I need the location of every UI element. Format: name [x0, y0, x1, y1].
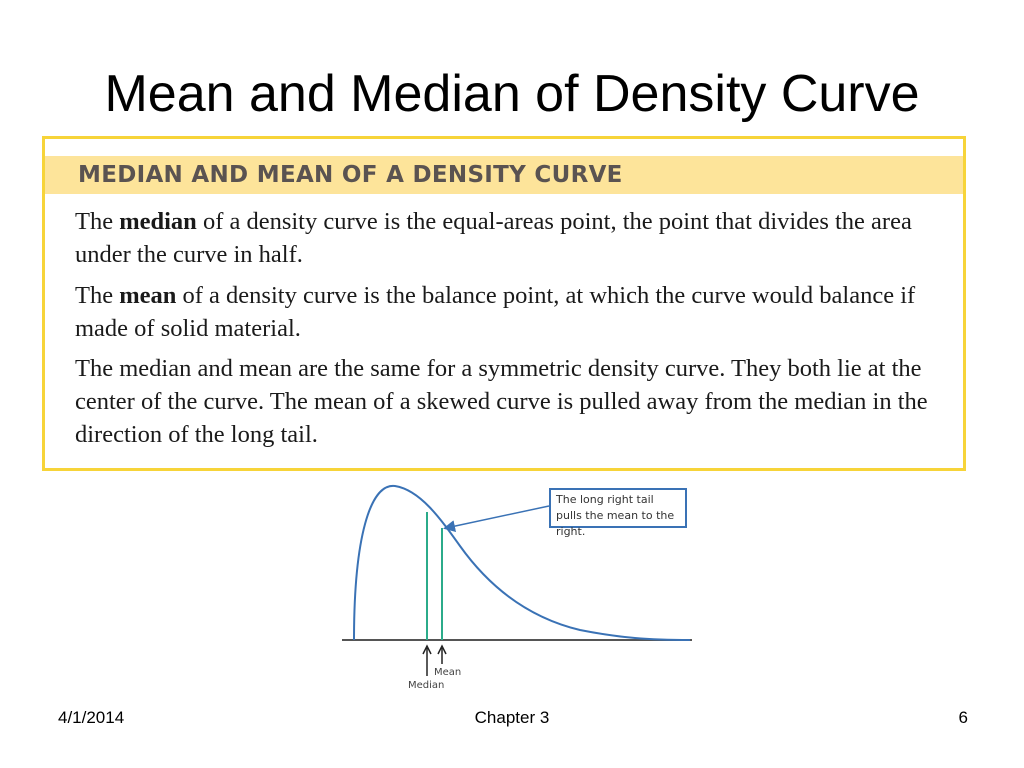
median-definition-pre: The — [75, 208, 120, 235]
tail-callout: The long right tail pulls the mean to the right. — [549, 488, 687, 528]
mean-arrow — [438, 646, 446, 664]
median-definition — [75, 205, 955, 271]
mean-definition — [75, 279, 955, 345]
definition-box-heading: MEDIAN AND MEAN OF A DENSITY CURVE — [78, 162, 623, 188]
mean-term: mean — [119, 282, 177, 309]
footer-chapter: Chapter 3 — [474, 708, 550, 727]
callout-arrow — [446, 506, 549, 528]
definition-box-header — [45, 156, 963, 194]
slide-title: Mean and Median of Density Curve — [104, 65, 920, 123]
skewed-density-figure — [330, 478, 710, 698]
definition-box — [42, 136, 966, 471]
median-term: median — [119, 208, 197, 235]
mean-definition-pre: The — [75, 282, 120, 309]
median-definition-post: of a density curve is the equal-areas point, the point that divides the area under the curve in half. — [75, 208, 912, 268]
footer-page-number: 6 — [958, 708, 968, 727]
median-label: Median — [408, 680, 445, 691]
median-arrow — [423, 646, 431, 676]
footer-date: 4/1/2014 — [58, 708, 125, 727]
symmetry-note: The median and mean are the same for a symmetric density curve. They both lie at the center of the curve. The mean of a skewed curve is pulled away from the median in the direction of the long tail. — [75, 355, 928, 448]
mean-label: Mean — [434, 667, 462, 678]
mean-definition-post: of a density curve is the balance point, at which the curve would balance if made of solid material. — [75, 282, 916, 342]
